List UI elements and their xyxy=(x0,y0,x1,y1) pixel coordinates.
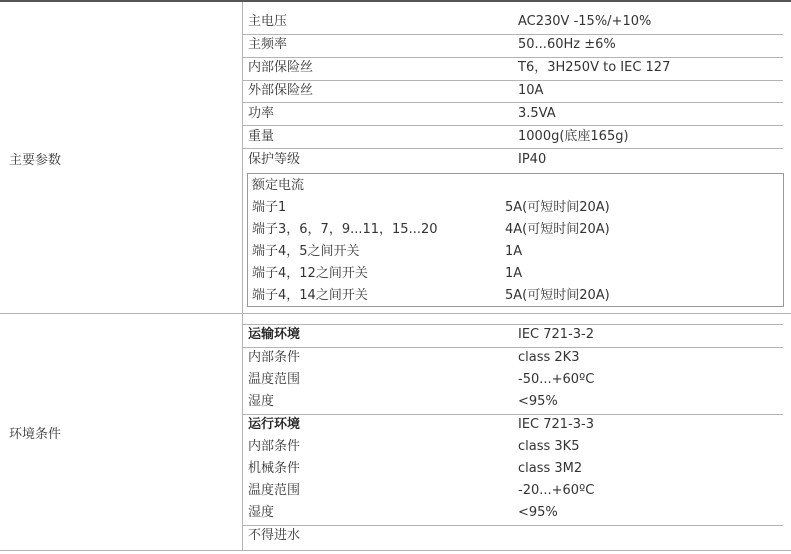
param-name: 主频率 xyxy=(248,37,288,52)
row-divider xyxy=(242,34,783,35)
param-name: 功率 xyxy=(248,106,275,121)
param-value: -50...+60ºC xyxy=(518,372,595,387)
param-name: 温度范围 xyxy=(248,372,301,387)
row-divider xyxy=(242,414,783,415)
terminal-name: 端子3，6，7，9...11，15...20 xyxy=(252,222,438,237)
section-label-main-params: 主要参数 xyxy=(9,153,62,168)
rated-current-box xyxy=(247,173,784,307)
param-name: 不得进水 xyxy=(248,528,301,543)
terminal-value: 4A(可短时间20A) xyxy=(505,222,610,237)
param-value: IP40 xyxy=(518,152,547,167)
param-value: 50...60Hz ±6% xyxy=(518,37,616,52)
param-name: 湿度 xyxy=(248,505,275,520)
row-divider xyxy=(242,525,783,526)
param-value: IEC 721-3-2 xyxy=(518,327,594,342)
param-name: 保护等级 xyxy=(248,152,301,167)
row-divider xyxy=(242,347,783,348)
row-divider xyxy=(242,125,783,126)
terminal-name: 端子4，12之间开关 xyxy=(252,266,368,281)
param-name: 外部保险丝 xyxy=(248,83,314,98)
terminal-name: 端子4，14之间开关 xyxy=(252,288,368,303)
terminal-name: 端子1 xyxy=(252,200,287,215)
param-value: class 2K3 xyxy=(518,350,580,365)
param-name: 湿度 xyxy=(248,394,275,409)
rated-current-title: 额定电流 xyxy=(252,178,305,193)
param-value: T6，3H250V to IEC 127 xyxy=(518,60,671,75)
param-value: <95% xyxy=(518,505,558,520)
section-divider xyxy=(0,313,791,314)
param-name: 内部保险丝 xyxy=(248,60,314,75)
row-divider xyxy=(242,324,783,325)
terminal-value: 5A(可短时间20A) xyxy=(505,288,610,303)
row-divider xyxy=(242,80,783,81)
param-value: 10A xyxy=(518,83,544,98)
terminal-name: 端子4，5之间开关 xyxy=(252,244,360,259)
param-name: 机械条件 xyxy=(248,461,301,476)
section-label-environment: 环境条件 xyxy=(9,427,62,442)
table-bottom-border xyxy=(0,550,791,551)
param-value: 1000g(底座165g) xyxy=(518,129,629,144)
param-name: 运行环境 xyxy=(248,417,301,432)
terminal-value: 1A xyxy=(505,266,523,281)
param-value: -20...+60ºC xyxy=(518,483,595,498)
row-divider xyxy=(242,57,783,58)
param-name: 内部条件 xyxy=(248,350,301,365)
table-top-border xyxy=(0,0,791,2)
param-value: class 3M2 xyxy=(518,461,583,476)
param-name: 重量 xyxy=(248,129,275,144)
param-value: <95% xyxy=(518,394,558,409)
row-divider xyxy=(242,102,783,103)
column-divider xyxy=(242,2,243,551)
row-divider xyxy=(242,148,783,149)
param-name: 运输环境 xyxy=(248,327,301,342)
terminal-value: 1A xyxy=(505,244,523,259)
param-value: 3.5VA xyxy=(518,106,556,121)
param-value: class 3K5 xyxy=(518,439,580,454)
terminal-value: 5A(可短时间20A) xyxy=(505,200,610,215)
param-name: 主电压 xyxy=(248,14,288,29)
param-name: 内部条件 xyxy=(248,439,301,454)
param-value: AC230V -15%/+10% xyxy=(518,14,652,29)
param-name: 温度范围 xyxy=(248,483,301,498)
param-value: IEC 721-3-3 xyxy=(518,417,594,432)
